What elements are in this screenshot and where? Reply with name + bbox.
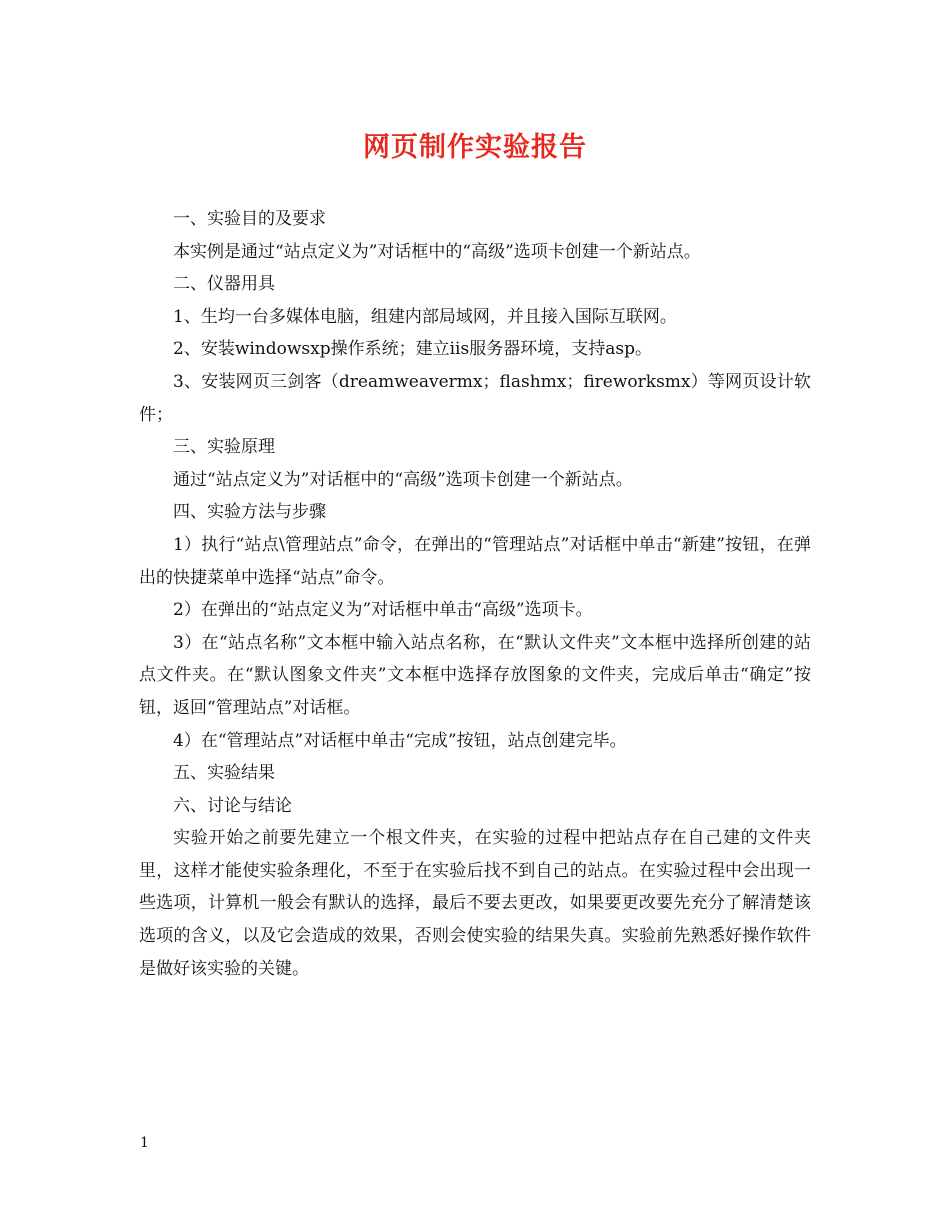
paragraph-equipment-2: 2、安装windowsxp操作系统；建立iis服务器环境，支持asp。: [173, 339, 652, 360]
paragraph-step-4: 4）在“管理站点”对话框中单击“完成”按钮，站点创建完毕。: [173, 730, 627, 751]
paragraph-equipment-3: 3、安装网页三剑客（dreamweavermx；flashmx；fireworksmx）等网页设计软件；: [139, 371, 811, 425]
section-heading-results: 五、实验结果: [173, 763, 275, 784]
section-heading-purpose: 一、实验目的及要求: [173, 209, 326, 229]
paragraph-discussion: 实验开始之前要先建立一个根文件夹，在实验的过程中把站点存在自己建的文件夹里，这样才能使实验条理化，不至于在实验后找不到自己的站点。在实验过程中会出现一些选项，计算机一般会有默认的选择，最后不要去更改，如果要更改要先充分了解清楚该选项的含义，以及它会造成的效果，否则会使实验的结果失真。实验前先熟悉好操作软件是做好该实验的关键。: [139, 828, 811, 979]
section-heading-equipment: 二、仪器用具: [173, 274, 275, 295]
section-heading-steps: 四、实验方法与步骤: [173, 502, 326, 523]
paragraph-step-2: 2）在弹出的“站点定义为”对话框中单击“高级”选项卡。: [173, 600, 593, 621]
section-heading-discussion: 六、讨论与结论: [173, 795, 292, 816]
paragraph-step-3: 3）在“站点名称”文本框中输入站点名称，在“默认文件夹”文本框中选择所创建的站点文件夹。在“默认图象文件夹”文本框中选择存放图象的文件夹，完成后单击“确定”按钮，返回“管理站点”对话框。: [139, 632, 811, 718]
paragraph-equipment-1: 1、生均一台多媒体电脑，组建内部局域网，并且接入国际互联网。: [173, 306, 677, 327]
document-body: [139, 203, 811, 985]
paragraph-step-1: 1）执行“站点\管理站点”命令，在弹出的“管理站点”对话框中单击“新建”按钮，在弹出的快捷菜单中选择“站点”命令。: [139, 534, 811, 588]
paragraph-principle: 通过“站点定义为”对话框中的“高级”选项卡创建一个新站点。: [173, 469, 633, 490]
section-heading-principle: 三、实验原理: [173, 437, 275, 458]
document-title: 网页制作实验报告: [363, 132, 587, 163]
paragraph-purpose: 本实例是通过“站点定义为”对话框中的“高级”选项卡创建一个新站点。: [173, 241, 701, 262]
page-number: 1: [140, 1135, 149, 1151]
